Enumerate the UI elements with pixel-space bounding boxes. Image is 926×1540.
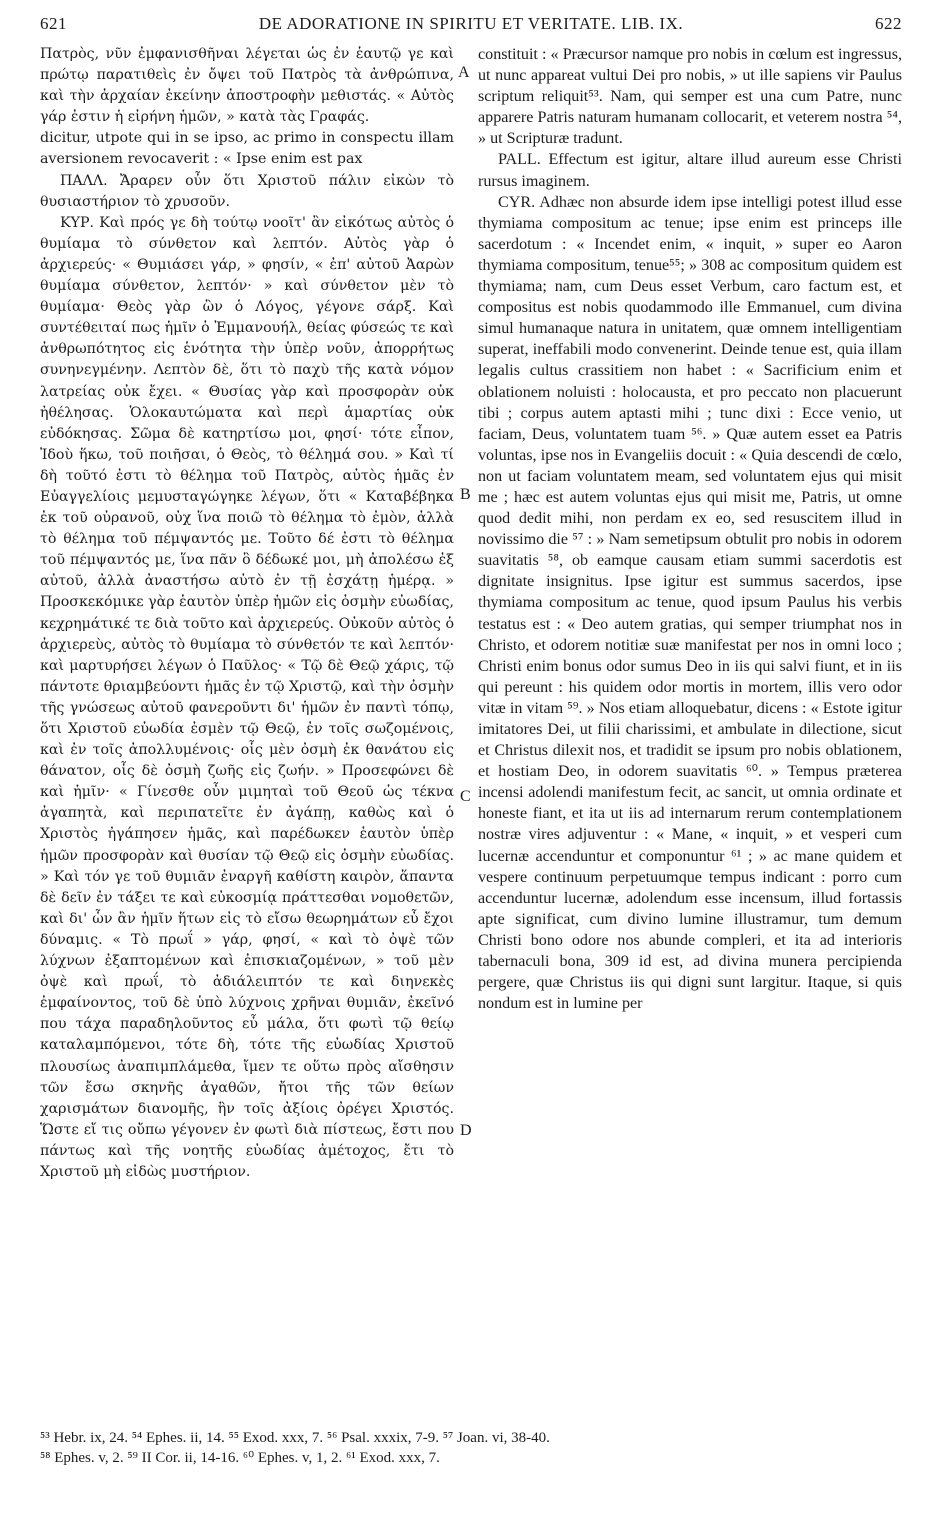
- page-header: [40, 14, 902, 38]
- footnote-line: ⁵³ Hebr. ix, 24. ⁵⁴ Ephes. ii, 14. ⁵⁵ Exod. xxx, 7. ⁵⁶ Psal. xxxix, 7-9. ⁵⁷ Joan. vi, 38-40.: [40, 1430, 550, 1446]
- greek-paragraph: Πατρὸς, νῦν ἐμφανισθῆναι λέγεται ὡς ἐν ἑαυτῷ γε καὶ πρώτῳ παρατιθεὶς ἐν ὄψει τοῦ Πατρὸς τὰ ἀνθρώπινα, καὶ τὴν ἀρχαίαν ἐκείνην ἀποστροφὴν μεθιστάς. « Αὐτὸς γάρ ἐστιν ἡ εἰρήνη ἡμῶν, » κατὰ τὰς Γραφάς.: [40, 46, 454, 126]
- latin-text-column: [478, 44, 902, 1014]
- latin-paragraph: PALL. Effectum est igitur, altare illud aureum esse Christi rursus imaginem.: [478, 151, 902, 190]
- latin-paragraph: CYR. Adhæc non absurde idem ipse intelligi potest illud esse thymiama compositum ac tenue; ipse enim est princeps ille sacerdotum : « Incendet enim, « inquit, » super eo Aaron thymiama compositum, tenue⁵⁵; » 308 ac compositum quidem est thymiama; nam, cum Deus esset Verbum, caro factum est, et compositus est nobis quodammodo ille Emmanuel, cum divina simul humanaque natura in unitatem, quæ omnem intelligentiam superat, ineffabili modo convenerint. Deinde tenue est, quia illam legalis cultus crassitiem non habet : « Sacrificium enim et oblationem noluisti : holocausta, et pro peccato non placuerunt tibi ; corpus autem aptasti mihi ; tunc dixi : Ecce venio, ut faciam, Deus, voluntatem tuam ⁵⁶. » Quæ autem esset ea Patris voluntas, ipse nos in Evangeliis docuit : « Quia descendi de cœlo, non ut faciam voluntatem meam, sed voluntatem ejus qui misit me ; hæc est autem voluntas ejus qui misit me, Patris, ut omne quod dedit mihi, non perdam ex eo, sed resuscitem illud in novissimo die ⁵⁷ : » Nam semetipsum obtulit pro nobis in odorem suavitatis ⁵⁸, ob eamque causam etiam summi sacerdotis est dignitate insignitus. Ipse igitur est summus sacerdos, ipse thymiama compositum ac tenue, quod ipsum Paulus his verbis testatus est : « Deo autem gratias, qui semper triumphat nos in Christo, et odorem notitiæ suæ manifestat per nos in omni loco ; Christi enim bonus odor sumus Deo in iis qui salvi fiunt, et in iis qui pereunt : his quidem odor mortis in mortem, illis vero odor vitæ in vitam ⁵⁹. » Nos etiam alloquebatur, dicens : « Estote igitur imitatores Dei, ut filii charissimi, et ambulate in dilectione, sicut et Christus dilexit nos, et tradidit se ipsum pro nobis oblationem, et hostiam Deo, in odorem suavitatis ⁶⁰. » Tempus præterea incensi adolendi manifestum fecit, ac sancit, ut omnia ordinate et honeste fiant, et ita ut iis ad internarum rerum contemplationem nostræ vires adjuventur : « Mane, « inquit, » et vesperi cum lucernæ accenduntur et componuntur ⁶¹ ; » ac mane quidem et vespere continuum perpetuumque tempus indicant : porro cum accenduntur lucernæ, adolendum esse incensum, illud fortassis apte significat, cum divino lumine illustramur, tum demum Christi bono odore nos abunde compleri, et ita ad interioris tabernaculi bona, 309 id est, ad divina munera percipienda pergere, quæ Christus iis qui digni sunt largitur. Itaque, si quis nondum est in lumine per: [478, 193, 902, 1013]
- margin-letter-a: A: [458, 64, 470, 81]
- greek-paragraph: ΠΑΛΛ. Ἄραρεν οὖν ὅτι Χριστοῦ πάλιν εἰκὼν τὸ θυσιαστήριον τὸ χρυσοῦν.: [40, 172, 454, 210]
- running-title: DE ADORATIONE IN SPIRITU ET VERITATE. LIB. IX.: [258, 14, 684, 33]
- latin-continuation-line: dicitur, utpote qui in se ipso, ac primo in conspectu illam aversionem revocaverit : « Ipse enim est pax: [40, 130, 454, 168]
- greek-text-column: [40, 44, 454, 1183]
- margin-letter-b: B: [460, 486, 471, 503]
- margin-letter-d: D: [460, 1122, 472, 1139]
- margin-letter-c: C: [460, 788, 471, 805]
- latin-paragraph: constituit : « Præcursor namque pro nobis in cœlum est ingressus, ut nunc appareat vultui Dei pro nobis, » ut ille sapiens vir Paulus scriptum reliquit⁵³. Nam, qui semper est una cum Patre, nunc apparere Patris naturam humanam collocarit, et veterem nostra ⁵⁴, » ut Scripturæ tradunt.: [478, 46, 902, 148]
- greek-paragraph: ΚΥΡ. Καὶ πρός γε δὴ τούτῳ νοοῖτ' ἂν εἰκότως αὐτὸς ὁ θυμίαμα τὸ σύνθετον καὶ λεπτόν. Αὐτὸς γὰρ ὁ ἀρχιερεύς· « Θυμιάσει γάρ, » φησίν, « ἐπ' αὐτοῦ Ἀαρὼν θυμίαμα σύνθετον, λεπτόν· » καὶ σύνθετον μὲν τὸ θυμίαμα· Θεὸς γὰρ ὢν ὁ Λόγος, γέγονε σάρξ. Καὶ συντέθειταί πως ἡμῖν ὁ Ἐμμανουήλ, θείας φύσεώς τε καὶ ἀνθρωπότητος εἰς ἑνότητα τὴν ὑπὲρ νοῦν, ἀπορρήτως συνηνεγμένην. Λεπτὸν δὲ, ὅτι τὸ παχὺ τῆς κατὰ νόμον λατρείας οὐκ ἔχει. « Θυσίας γὰρ καὶ προσφορὰν οὐκ ἠθέλησας. Ὁλοκαυτώματα καὶ περὶ ἁμαρτίας οὐκ εὐδόκησας. Σῶμα δὲ κατηρτίσω μοι, φησί· τότε εἶπον, Ἰδοὺ ἥκω, τοῦ ποιῆσαι, ὁ Θεὸς, τὸ θέλημά σου. » Καὶ τί δὴ τοῦτό ἐστι τὸ θέλημα τοῦ Πατρὸς, αὐτὸς ἡμᾶς ἐν Εὐαγγελίοις μεμυσταγώγηκε λέγων, ὅτι « Καταβέβηκα ἐκ τοῦ οὐρανοῦ, οὐχ ἵνα ποιῶ τὸ θέλημα τὸ ἐμὸν, ἀλλὰ τὸ θέλημα τοῦ πέμψαντός με. Τοῦτο δέ ἐστι τὸ θέλημα τοῦ πέμψαντός με, ἵνα πᾶν ὃ δέδωκέ μοι, μὴ ἀπολέσω ἐξ αὐτοῦ, ἀλλὰ ἀναστήσω αὐτὸ ἐν τῇ ἐσχάτῃ ἡμέρᾳ. » Προσκεκόμικε γὰρ ἑαυτὸν ὑπὲρ ἡμῶν εἰς ὀσμὴν εὐωδίας, κεχρημάτικέ τε διὰ τοῦτο καὶ ἀρχιερεύς. Οὐκοῦν αὐτὸς ὁ ἀρχιερεὺς, αὐτὸς τὸ θυμίαμα τὸ σύνθετόν τε καὶ λεπτόν· καὶ μαρτυρήσει λέγων ὁ Παῦλος· « Τῷ δὲ Θεῷ χάρις, τῷ πάντοτε θριαμβεύοντι ἡμᾶς ἐν τῷ Χριστῷ, καὶ τὴν ὀσμὴν τῆς γνώσεως αὐτοῦ φανεροῦντι δι' ἡμῶν ἐν παντὶ τόπῳ, ὅτι Χριστοῦ εὐωδία ἐσμὲν τῷ Θεῷ, ἐν τοῖς σωζομένοις, καὶ ἐν τοῖς ἀπολλυμένοις· οἷς μὲν ὀσμὴ ἐκ θανάτου εἰς θάνατον, οἷς δὲ ὀσμὴ ζωῆς εἰς ζωήν. » Προσεφώνει δὲ καὶ ἡμῖν· « Γίνεσθε οὖν μιμηταὶ τοῦ Θεοῦ ὡς τέκνα ἀγαπητὰ, καὶ περιπατεῖτε ἐν ἀγάπῃ, καθὼς καὶ ὁ Χριστὸς ἠγάπησεν ἡμᾶς, καὶ παρέδωκεν ἑαυτὸν ὑπὲρ ἡμῶν προσφορὰν καὶ θυσίαν τῷ Θεῷ εἰς ὀσμὴν εὐωδίας. » Καὶ τόν γε τοῦ θυμιᾶν ἐναργῆ καθίστη καιρὸν, ἅπαντα δὲ δεῖν ἐν τάξει τε καὶ εὐκοσμίᾳ πράττεσθαι νομοθετῶν, καὶ δι' ὧν ἂν ἡμῖν ἥτων εἰς τὸ εἴσω θεωρημάτων εὖ ἔχοι δύναμις. « Τὸ πρωΐ » γάρ, φησί, « καὶ τὸ ὀψὲ τῶν λύχνων ἐξαπτομένων καὶ ἐπισκιαζομένων, » τοῦ μὲν ὀψὲ καὶ πρωΐ, τὸ ἀδιάλειπτόν τε καὶ διηνεκὲς ἐμφαίνοντος, τοῦ δὲ ὑπὸ λύχνοις χρῆναι θυμιᾶν, ἐκεῖνό που τάχα παραδηλοῦντος εὖ μάλα, ὅτι φωτὶ τῷ θείῳ καταλαμπόμενοι, τότε δὴ, τότε τῆς εὐωδίας Χριστοῦ πλουσίως ἀναπιμπλάμεθα, ἴμεν τε οὕτω πρὸς αἴσθησιν τῶν ἔσω σκηνῆς ἀγαθῶν, ἤτοι τῆς τῶν θείων χαρισμάτων διανομῆς, ἣν τοῖς ἀξίοις ὀρέγει Χριστός. Ὥστε εἴ τις οὔπω γέγονεν ἐν φωτὶ διὰ πίστεως, ἔστι που πάντως καὶ τῆς νοητῆς εὐωδίας ἀμέτοχος, ἔτι τὸ Χριστοῦ μὴ εἰδὼς μυστήριον.: [40, 214, 454, 1180]
- footnote-line: ⁵⁸ Ephes. v, 2. ⁵⁹ II Cor. ii, 14-16. ⁶⁰ Ephes. v, 1, 2. ⁶¹ Exod. xxx, 7.: [40, 1450, 440, 1466]
- footnotes: [40, 1428, 902, 1468]
- right-page-number: 622: [875, 14, 902, 33]
- left-page-number: 621: [40, 14, 67, 33]
